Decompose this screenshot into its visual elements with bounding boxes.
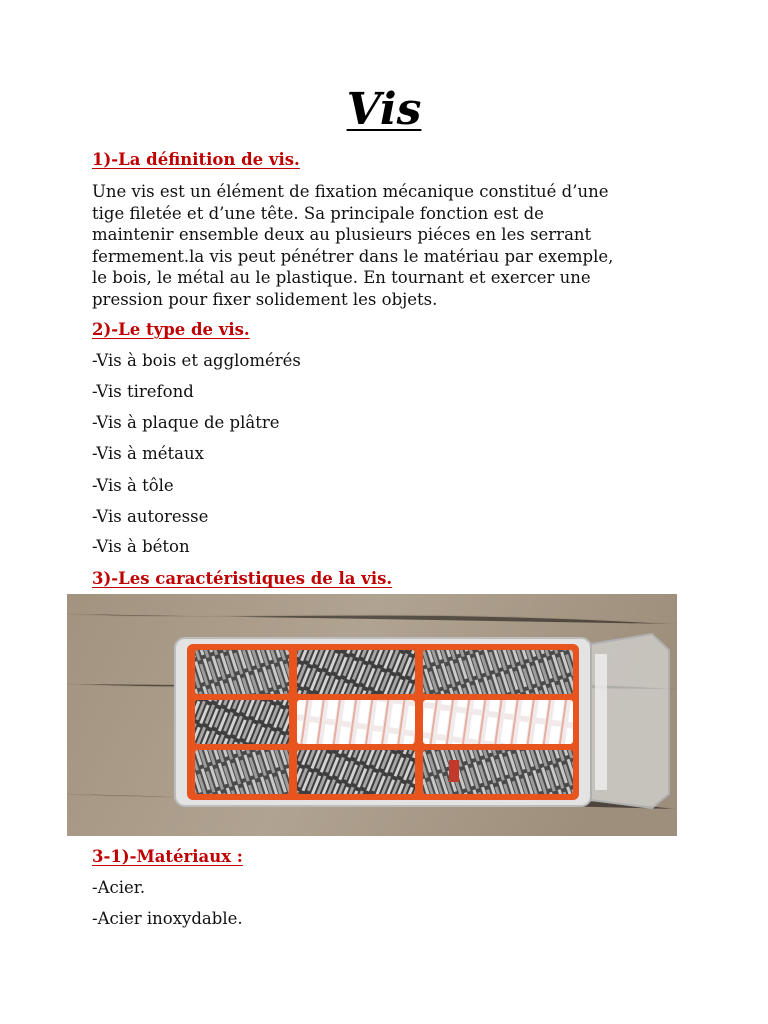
list-item: -Vis tirefond	[92, 382, 194, 401]
paragraph-line: tige filetée et d’une tête. Sa principale fonction est de	[92, 203, 544, 223]
list-item: -Vis à bois et agglomérés	[92, 351, 301, 370]
paragraph-line: le bois, le métal au le plastique. En tournant et exercer une	[92, 268, 591, 288]
paragraph-line: Une vis est un élément de fixation mécanique constitué d’une	[92, 182, 609, 201]
heading-definition: 1)-La définition de vis.	[92, 150, 300, 169]
page-title: Vis	[346, 84, 422, 135]
list-item: -Acier inoxydable.	[92, 909, 243, 928]
list-item: -Vis à béton	[92, 537, 190, 556]
list-item: -Acier.	[92, 878, 146, 897]
paragraph-line: pression pour fixer solidement les objets.	[92, 289, 438, 309]
screw-organizer-photo	[67, 594, 677, 836]
heading-characteristics: 3)-Les caractéristiques de la vis.	[92, 569, 393, 588]
paragraph-line: maintenir ensemble deux au plusieurs piéces en les serrant	[92, 225, 592, 245]
list-item: -Vis à tôle	[92, 476, 174, 495]
paragraph-line: fermement.la vis peut pénétrer dans le matériau par exemple,	[92, 246, 614, 266]
list-item: -Vis à métaux	[92, 444, 204, 463]
definition-paragraph	[92, 181, 682, 311]
heading-types: 2)-Le type de vis.	[92, 320, 250, 339]
heading-materials: 3-1)-Matériaux :	[92, 847, 243, 866]
list-item: -Vis autoresse	[92, 507, 209, 526]
list-item: -Vis à plaque de plâtre	[92, 413, 280, 432]
